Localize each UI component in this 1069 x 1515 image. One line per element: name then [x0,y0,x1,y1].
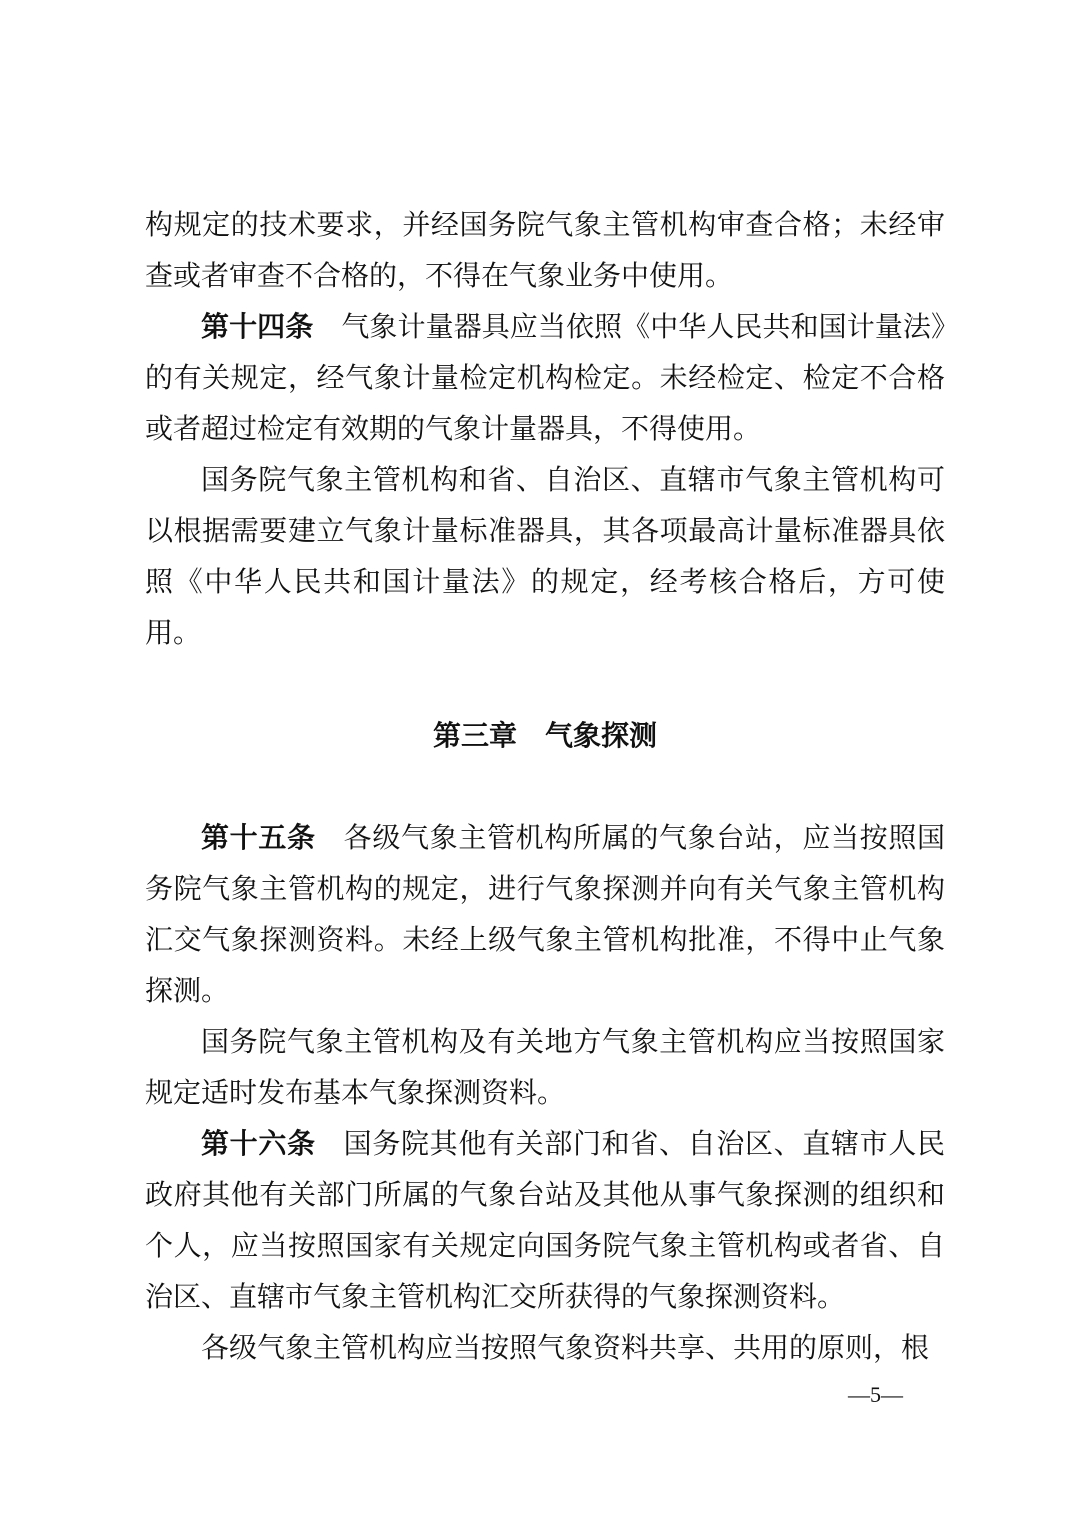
document-body [145,199,945,1373]
article-number: 第十五条 [201,821,316,854]
article-text: 各级气象主管机构所属的气象台站，应当按照国务院气象主管机构的规定，进行气象探测并向有关气象主管机构汇交气象探测资料。未经上级气象主管机构批准，不得中止气象探测。 [145,821,945,1007]
article-14 [145,301,945,454]
chapter-title: 气象探测 [545,719,658,752]
paragraph: 各级气象主管机构应当按照气象资料共享、共用的原则，根 [201,1331,930,1364]
paragraph-continued: 构规定的技术要求，并经国务院气象主管机构审查合格；未经审查或者审查不合格的，不得在气象业务中使用。 [145,208,945,292]
paragraph: 国务院气象主管机构和省、自治区、直辖市气象主管机构可以根据需要建立气象计量标准器具，其各项最高计量标准器具依照《中华人民共和国计量法》的规定，经考核合格后，方可使用。 [145,463,945,649]
article-text: 气象计量器具应当依照《中华人民共和国计量法》的有关规定，经气象计量检定机构检定。未经检定、检定不合格或者超过检定有效期的气象计量器具，不得使用。 [145,310,945,445]
article-number: 第十六条 [201,1127,316,1160]
chapter-heading [145,710,945,761]
article-16 [145,1118,945,1322]
article-number: 第十四条 [201,310,314,343]
page-number: —5— [848,1382,903,1407]
paragraph: 国务院气象主管机构及有关地方气象主管机构应当按照国家规定适时发布基本气象探测资料。 [145,1025,945,1109]
article-text: 国务院其他有关部门和省、自治区、直辖市人民政府其他有关部门所属的气象台站及其他从事气象探测的组织和个人，应当按照国家有关规定向国务院气象主管机构或者省、自治区、直辖市气象主管机构汇交所获得的气象探测资料。 [145,1127,945,1313]
article-15 [145,812,945,1016]
chapter-number: 第三章 [432,719,517,752]
